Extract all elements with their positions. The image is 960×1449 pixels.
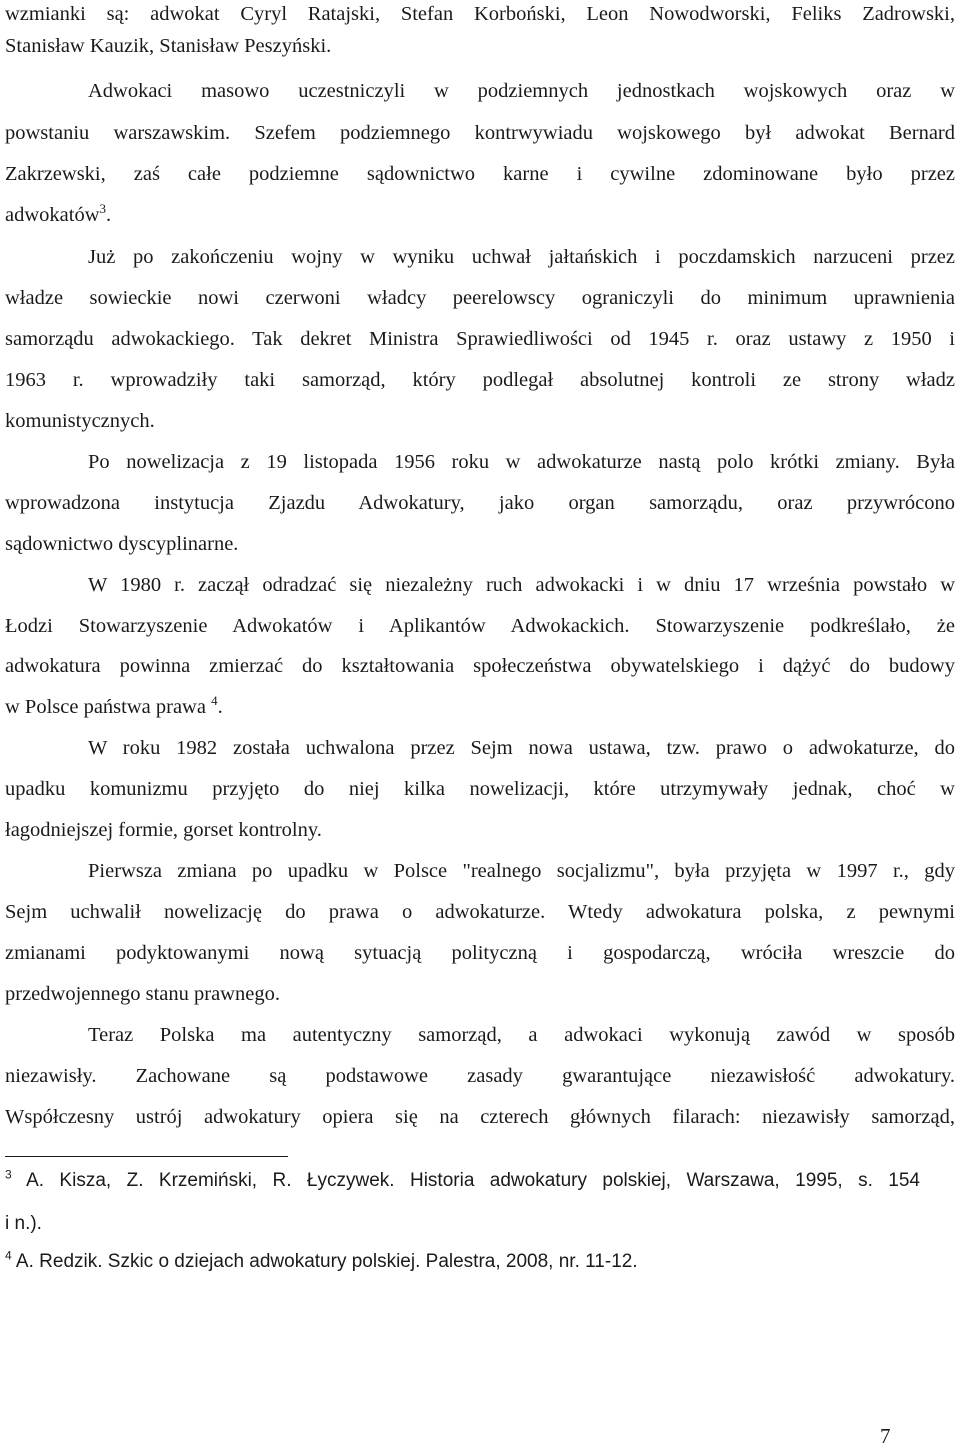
body-line: komunistycznych. <box>5 410 155 432</box>
footnote-separator <box>5 1156 288 1157</box>
body-line: zmianami podyktowanymi nową sytuacją polityczną i gospodarczą, wróciła wreszcie do <box>5 942 955 964</box>
page-number: 7 <box>880 1424 891 1448</box>
body-line: niezawisły. Zachowane są podstawowe zasady gwarantujące niezawisłość adwokatury. <box>5 1065 955 1087</box>
body-line: Adwokaci masowo uczestniczyli w podziemnych jednostkach wojskowych oraz w <box>88 80 955 102</box>
body-line: władze sowieckie nowi czerwoni władcy peerelowscy ograniczyli do minimum uprawnienia <box>5 287 955 309</box>
footnote-ref-4: 4 <box>211 693 218 709</box>
body-line: Już po zakończeniu wojny w wyniku uchwał jałtańskich i poczdamskich narzuceni przez <box>88 246 955 268</box>
body-line: Stanisław Kauzik, Stanisław Peszyński. <box>5 35 332 57</box>
body-line: Po nowelizacja z 19 listopada 1956 roku w adwokaturze nastą polo krótki zmiany. Była <box>88 451 955 473</box>
body-line: powstaniu warszawskim. Szefem podziemnego kontrwywiadu wojskowego był adwokat Bernard <box>5 122 955 144</box>
body-line: sądownictwo dyscyplinarne. <box>5 533 239 555</box>
body-line: W 1980 r. zaczął odradzać się niezależny ruch adwokacki i w dniu 17 września powstało w <box>88 574 955 596</box>
footnote-number: 3 <box>5 1167 12 1182</box>
footnote-4 <box>5 1249 920 1275</box>
body-line: adwokatura powinna zmierzać do kształtowania społeczeństwa obywatelskiego i dążyć do budowy <box>5 655 955 677</box>
footnote-number: 4 <box>5 1248 12 1263</box>
footnote-text: A. Kisza, Z. Krzemiński, R. Łyczywek. Historia adwokatury polskiej, Warszawa, 1995, s. 154 <box>26 1170 920 1191</box>
body-line: 1963 r. wprowadziły taki samorząd, który podlegał absolutnej kontroli ze strony władz <box>5 369 955 391</box>
body-line: samorządu adwokackiego. Tak dekret Ministra Sprawiedliwości od 1945 r. oraz ustawy z 1950 i <box>5 328 955 350</box>
period: . <box>106 204 112 226</box>
body-line: przedwojennego stanu prawnego. <box>5 983 280 1005</box>
body-line: wzmianki są: adwokat Cyryl Ratajski, Stefan Korboński, Leon Nowodworski, Feliks Zadrowski, <box>5 3 955 25</box>
body-line: wprowadzona instytucja Zjazdu Adwokatury, jako organ samorządu, oraz przywrócono <box>5 492 955 514</box>
period: . <box>217 696 223 718</box>
body-line: Współczesny ustrój adwokatury opiera się na czterech głównych filarach: niezawisły samorząd, <box>5 1106 955 1128</box>
body-line: łagodniejszej formie, gorset kontrolny. <box>5 819 322 841</box>
body-line: W roku 1982 została uchwalona przez Sejm nowa ustawa, tzw. prawo o adwokaturze, do <box>88 737 955 759</box>
body-line: Pierwsza zmiana po upadku w Polsce "realnego socjalizmu", była przyjęta w 1997 r., gdy <box>88 860 955 882</box>
body-line: Łodzi Stowarzyszenie Adwokatów i Aplikantów Adwokackich. Stowarzyszenie podkreślało, że <box>5 615 955 637</box>
footnote-text: A. Redzik. Szkic o dziejach adwokatury polskiej. Palestra, 2008, nr. 11-12. <box>15 1251 638 1272</box>
body-line-text: adwokatów <box>5 204 100 226</box>
footnote-3-continuation: i n.). <box>5 1213 42 1234</box>
body-line <box>5 693 955 721</box>
body-line: Teraz Polska ma autentyczny samorząd, a adwokaci wykonują zawód w sposób <box>88 1024 955 1046</box>
footnote-3 <box>5 1168 920 1194</box>
body-line: upadku komunizmu przyjęto do niej kilka nowelizacji, które utrzymywały jednak, choć w <box>5 778 955 800</box>
body-line: Zakrzewski, zaś całe podziemne sądownictwo karne i cywilne zdominowane było przez <box>5 163 955 185</box>
body-line <box>5 201 955 229</box>
footnote-ref-3: 3 <box>99 201 107 217</box>
body-line-text: w Polsce państwa prawa <box>5 696 206 718</box>
body-line: Sejm uchwalił nowelizację do prawa o adwokaturze. Wtedy adwokatura polska, z pewnymi <box>5 901 955 923</box>
